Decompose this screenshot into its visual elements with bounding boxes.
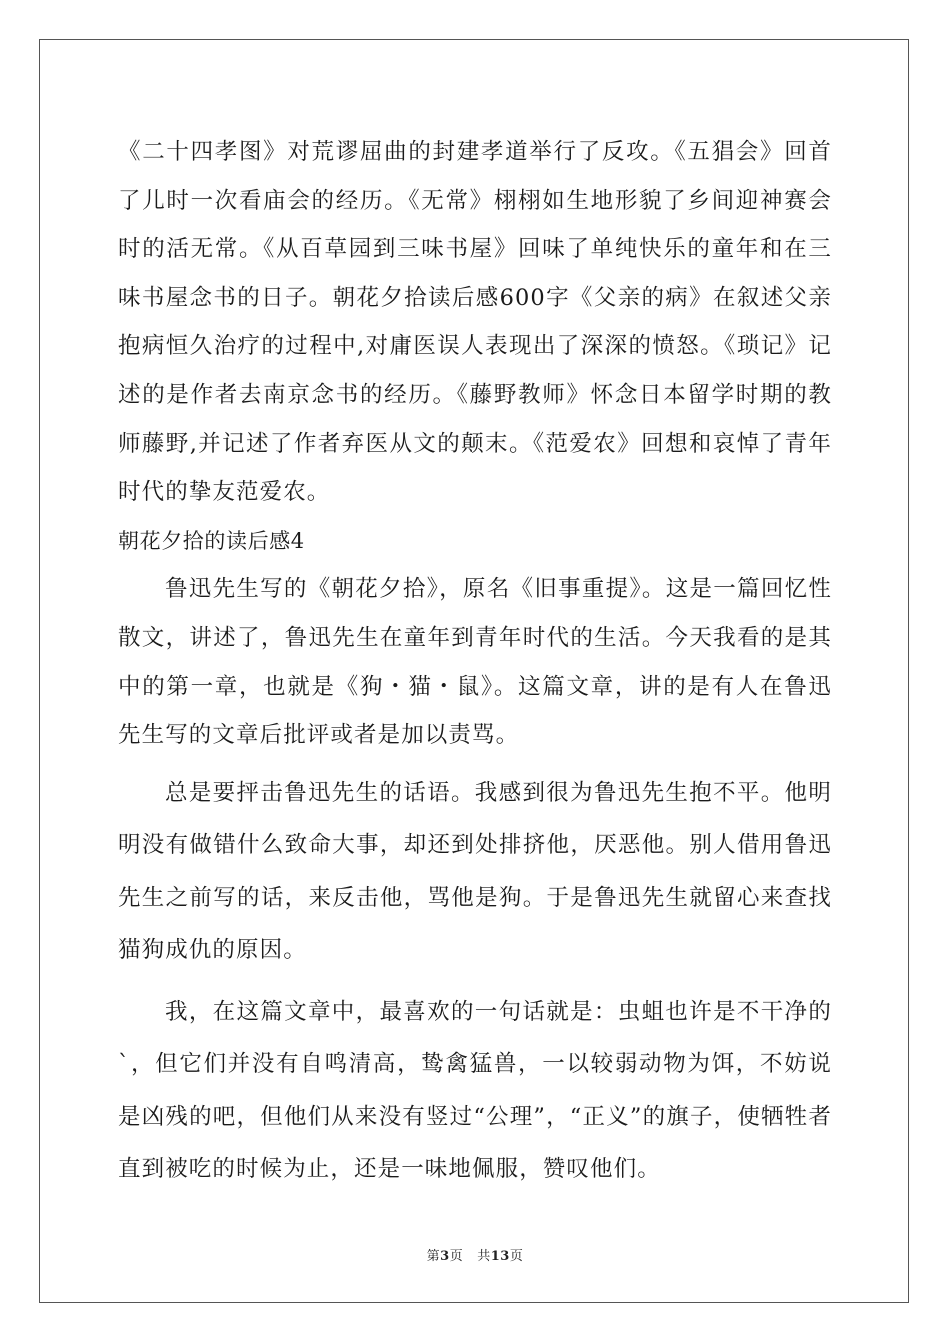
document-body [118,128,832,1196]
paragraph: 《二十四孝图》对荒谬屈曲的封建孝道举行了反攻。《五猖会》回首了儿时一次看庙会的经历。《无常》栩栩如生地形貌了乡间迎神赛会时的活无常。《从百草园到三味书屋》回味了单纯快乐的童年和在三味书屋念书的日子。朝花夕拾读后感600字《父亲的病》在叙述父亲抱病恒久治疗的过程中,对庸医误人表现出了深深的愤怒。《琐记》记述的是作者去南京念书的经历。《藤野教师》怀念日本留学时期的教师藤野,并记述了作者弃医从文的颠末。《范爱农》回想和哀悼了青年时代的挚友范爱农。 [118,139,832,506]
paragraph: 鲁迅先生写的《朝花夕拾》，原名《旧事重提》。这是一篇回忆性散文，讲述了，鲁迅先生在童年到青年时代的生活。今天我看的是其中的第一章，也就是《狗・猫・鼠》。这篇文章，讲的是有人在鲁迅先生写的文章后批评或者是加以责骂。 [118,576,832,749]
footer-total-prefix: 共 [477,1249,491,1264]
footer-prefix: 第 [426,1249,441,1264]
footer-total-unit: 页 [509,1249,524,1264]
footer-page-unit: 页 [449,1249,464,1264]
page-footer [0,1245,950,1264]
current-page-number: 3 [440,1249,450,1264]
paragraph: 总是要抨击鲁迅先生的话语。我感到很为鲁迅先生抱不平。他明明没有做错什么致命大事，却还到处排挤他，厌恶他。别人借用鲁迅先生之前写的话，来反击他，骂他是狗。于是鲁迅先生就留心来查找猫狗成仇的原因。 [118,779,832,964]
paragraph: 我，在这篇文章中，最喜欢的一句话就是：虫蛆也许是不干净的`，但它们并没有自鸣清高，鸷禽猛兽，一以较弱动物为饵，不妨说是凶残的吧，但他们从来没有竖过“公理”，“正义”的旗子，使牺牲者直到被吃的时候为止，还是一味地佩服，赞叹他们。 [118,998,832,1183]
section-heading: 朝花夕拾的读后感4 [118,528,305,553]
total-page-count: 13 [490,1249,510,1264]
